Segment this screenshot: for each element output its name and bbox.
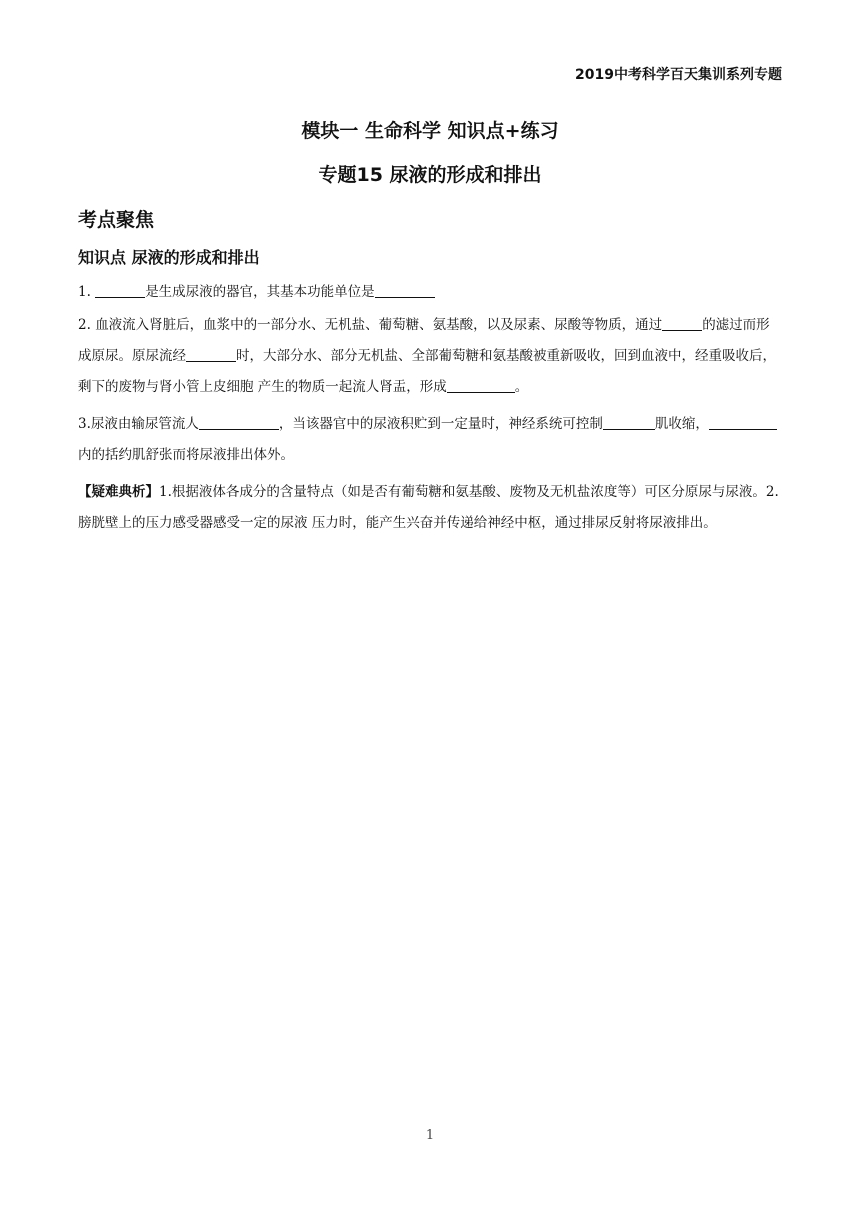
module-title: 模块一 生命科学 知识点+练习 [301,120,559,142]
question-number: 2. [78,317,91,333]
knowledge-point-heading: 知识点 尿液的形成和排出 [78,248,260,267]
answer-blank[interactable] [95,283,145,298]
question-text: 内的括约肌舒张而将尿液排出体外。 [78,447,294,463]
difficulty-analysis [78,477,783,539]
answer-blank[interactable] [375,283,435,298]
answer-blank[interactable] [199,415,279,430]
question-text: 肌收缩， [654,416,709,432]
topic-title: 专题15 尿液的形成和排出 [318,164,542,186]
tips-label: 【疑难典析】 [78,484,159,500]
answer-blank[interactable] [603,415,655,430]
question-2 [78,310,783,403]
question-text: 。 [514,379,529,395]
question-text: 是生成尿液的器官，其基本功能单位是 [145,284,375,300]
question-3 [78,409,783,471]
section-heading: 考点聚焦 [78,209,155,231]
question-text: 时，大部分水、部分无机盐、全部葡萄糖和氨基酸被重新吸收，回到血液中，经重吸收后，剩下的废物与肾小管上皮细胞 产生的物质一起流人肾盂，形成 [78,348,776,395]
question-1 [78,277,783,308]
header-series-title: 2019中考科学百天集训系列专题 [575,67,782,83]
answer-blank[interactable] [447,378,515,393]
tips-text: 1.根据液体各成分的含量特点（如是否有葡萄糖和氨基酸、废物及无机盐浓度等）可区分原尿与尿液。2.膀胱壁上的压力感受器感受一定的尿液 压力时，能产生兴奋并传递给神经中枢，通过排尿反射将尿液排出。 [78,484,779,531]
answer-blank[interactable] [709,415,777,430]
answer-blank[interactable] [186,347,236,362]
question-text: ，当该器官中的尿液积贮到一定量时，神经系统可控制 [278,416,603,432]
question-number: 1. [78,284,91,300]
question-text: 的滤过而形成原尿。原尿流经 [78,317,770,364]
question-text: 血液流入肾脏后，血浆中的一部分水、无机盐、葡萄糖、氨基酸，以及尿素、尿酸等物质，通过 [95,317,663,333]
page-number: 1 [425,1128,435,1143]
answer-blank[interactable] [662,316,702,331]
question-text: 尿液由输尿管流人 [90,416,199,432]
question-number: 3. [78,416,91,432]
